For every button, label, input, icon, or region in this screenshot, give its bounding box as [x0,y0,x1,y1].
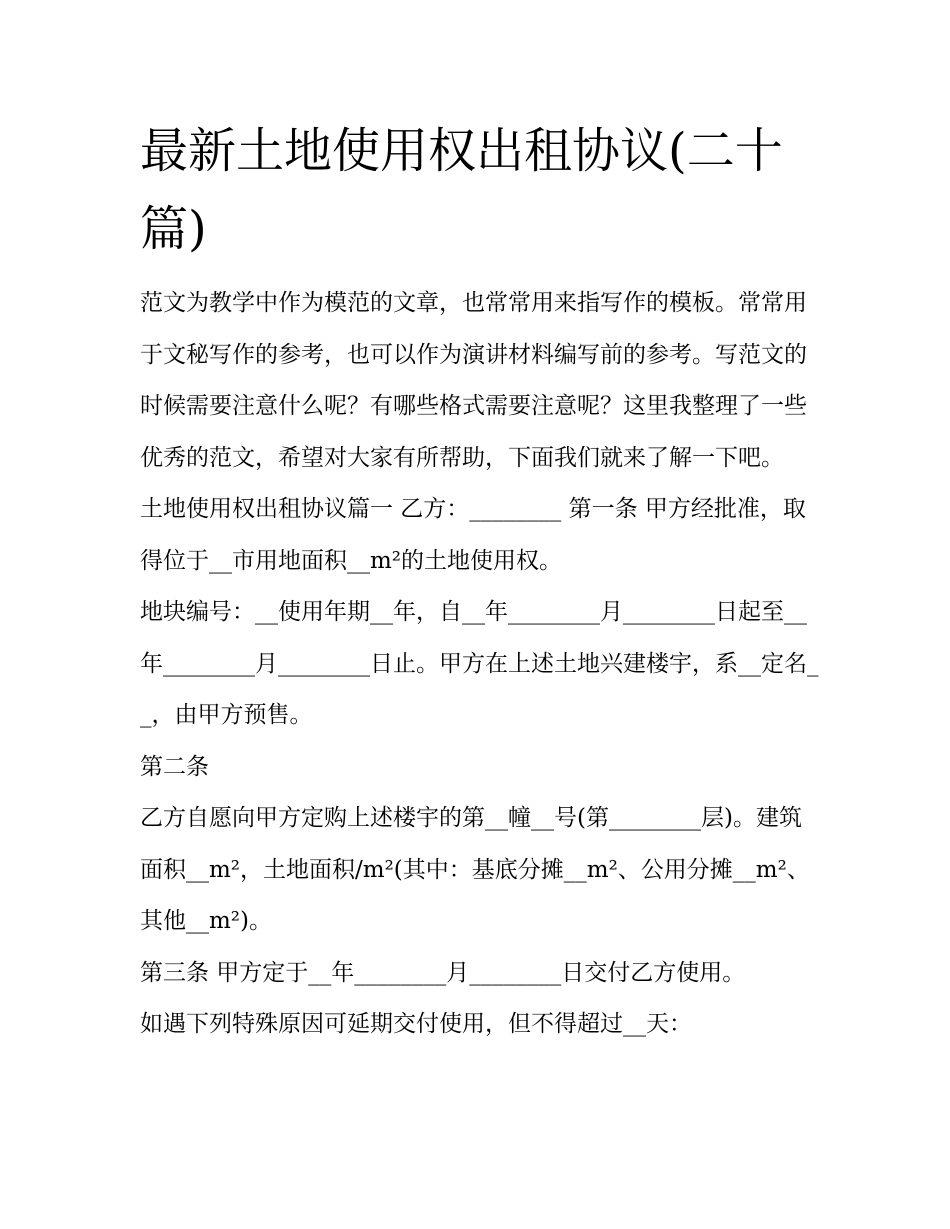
paragraph-plot-number: 地块编号：__使用年期__年，自__年________月________日起至__年________月________日止。甲方在上述土地兴建楼宇，系__定名__，由甲方预售。 [140,599,819,728]
intro-paragraph: 范文为教学中作为模范的文章，也常常用来指写作的模板。常常用于文秘写作的参考，也可以作为演讲材料编写前的参考。写范文的时候需要注意什么呢？有哪些格式需要注意呢？这里我整理了一些优秀的范文，希望对大家有所帮助，下面我们就来了解一下吧。 [140,290,807,471]
document-body [140,278,820,1051]
paragraph-article-2: 乙方自愿向甲方定购上述楼宇的第__幢__号(第________层)。建筑面积__m²，土地面积/m²(其中：基底分摊__m²、公用分摊__m²、其他__m²)。 [140,805,810,934]
paragraph-delay-conditions: 如遇下列特殊原因可延期交付使用，但不得超过__天： [140,1011,692,1037]
paragraph-article-3: 第三条 甲方定于__年________月________日交付乙方使用。 [140,959,746,986]
heading-article-2: 第二条 [140,753,209,780]
document-title: 最新土地使用权出租协议(二十篇) [140,123,783,257]
paragraph-article-1: 土地使用权出租协议篇一 乙方：________ 第一条 甲方经批准，取得位于__市用地面积__m²的土地使用权。 [140,496,806,574]
